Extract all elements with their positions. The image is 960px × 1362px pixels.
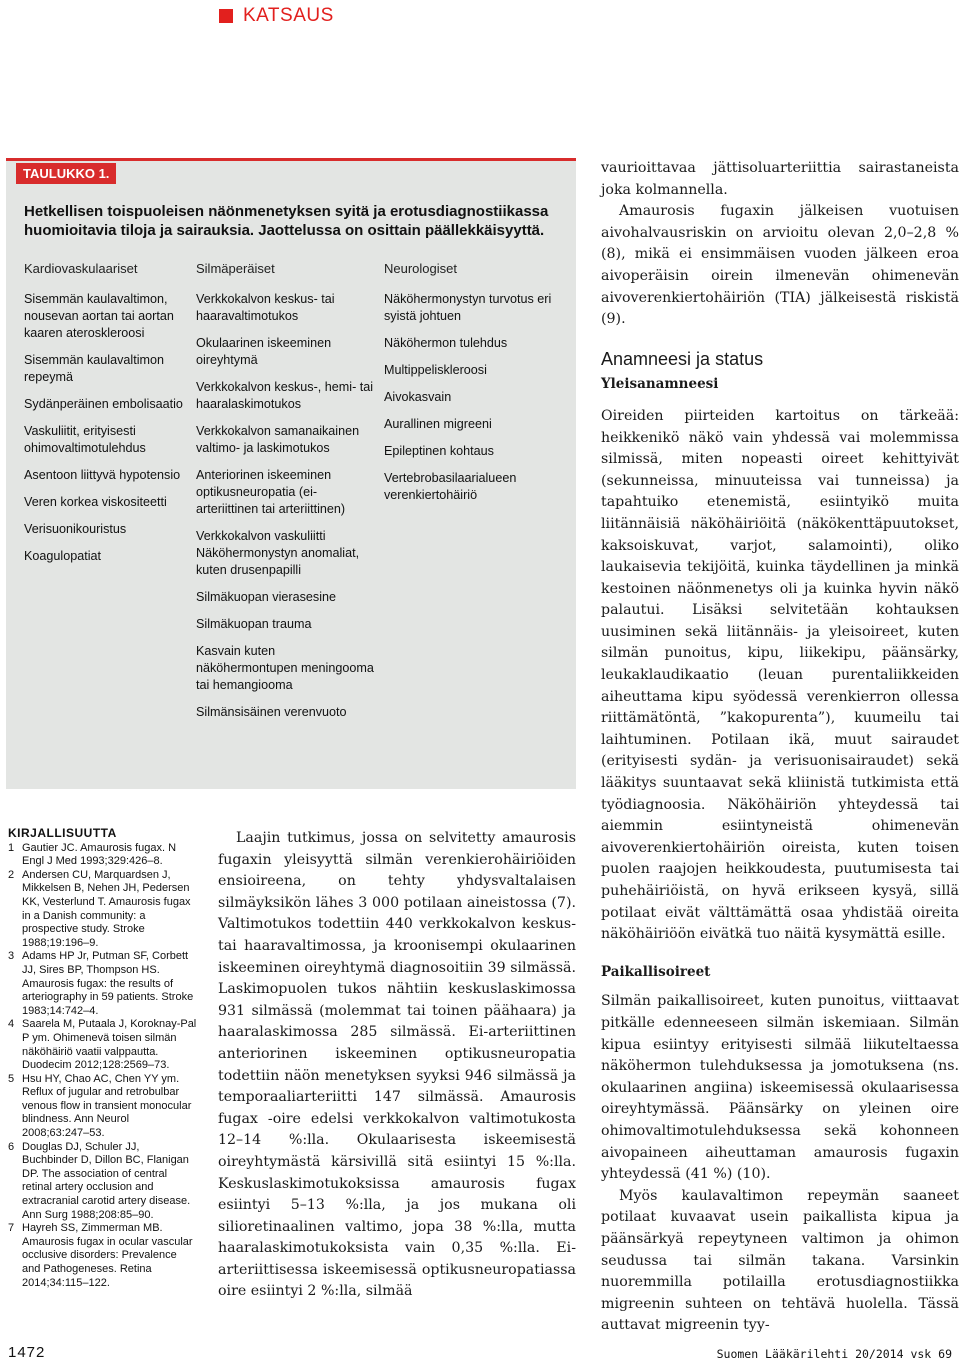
references: [8, 827, 198, 1290]
reference-text: Hsu HY, Chao AC, Chen YY ym. Reflux of jugular and retrobulbar venous flow in transient monocular blindness. Ann Neurol 2008;63:247–53.: [22, 1072, 192, 1140]
list-item: Silmänsisäinen verenvuoto: [196, 705, 347, 719]
body-paragraph: vaurioittavaa jättisoluarteriittia sairastaneista joka kolmannella.: [601, 160, 959, 198]
body-paragraph: Myös kaulavaltimon repeymän saaneet potilaat kuvaavat usein paikallista kipua ja päänsärkyä repeytyneen valtimon ja ohimon seudussa tai silmän takana. Varsinkin nuoremmilla potilailla erotusdiagnostiikka migreenin suhteen on tehtävä huolella. Tässä auttavat migreenin tyy-: [601, 1187, 959, 1334]
reference-number: 1: [8, 841, 15, 854]
reference-text: Adams HP Jr, Putman SF, Corbett JJ, Sires BP, Thompson HS. Amaurosis fugax: the results of arteriography in 59 patients. Stroke 1983;14:742–4.: [22, 950, 194, 1017]
subheading-general-anamnesis: Yleisanamneesi: [601, 376, 719, 393]
subheading-local-symptoms: Paikallisoireet: [601, 963, 711, 980]
list-item: Anteriorinen iskeeminen optikusneuropatia (ei-arteriittinen tai arteriittinen): [196, 468, 346, 516]
middle-column: [218, 828, 576, 1303]
reference-number: 3: [8, 950, 15, 963]
right-column: [601, 158, 959, 1337]
list-item: Epileptinen kohtaus: [384, 444, 494, 458]
list-item: Verkkokalvon keskus-, hemi- tai haaralaskimotukos: [196, 380, 374, 411]
reference-text: Andersen CU, Marquardsen J, Mikkelsen B, Nehen JH, Pedersen KK, Vesterlund T. Amaurosis fugax in a Danish community: a prospective study. Stroke 1988;19:196–9.: [22, 868, 191, 949]
reference-number: 2: [8, 868, 15, 881]
body-paragraph: Silmän paikallisoireet, kuten punoitus, viittaavat pitkälle edenneeseen silmän iskemiaan. Silmän kipua esiintyy erityisesti silmää liikuteltaessa näköhermon tulehduksessa ja jomotuksena (ns. okulaarinen angiina) iskeemisessä okulaarisessa oireyhtymässä. Päänsärky on yleinen oire ohimovaltimotulehduksessa sekä kohonneen aivopaineen aiheuttaman amaurosis fugaxin yhteydessä (41 %) (10).: [601, 993, 959, 1183]
body-paragraph: Laajin tutkimus, jossa on selvitetty amaurosis fugaxin yleisyyttä silmän verenkierohäiriöiden ensioireena, on tehty yhdysvaltalaisen silmäyksikön lähes 3 000 potilaan aineistossa (7). Valtimotukos todettiin 440 verkkokalvon keskus- tai haaravaltimossa, ja kroonisempi okulaarinen iskeeminen oireyhtymä diagnosoitiin 39 silmässä. Laskimopuolen tukos nähtiin keskuslaskimossa 931 silmässä (molemmat tai toinen päähaara) ja haaralaskimossa 285 silmässä. Ei-arteriittinen anteriorinen iskeeminen optikusneuropatia todettiin näön menetyksen syyksi 946 silmässä ja temporaaliarteriitti 147 silmässä. Amaurosis fugax -oire edelsi verkkokalvon valtimotukosta 12–14 %:lla. Okulaarisesta iskeemisestä oireyhtymästä kärsivillä sitä esiintyi 15 %:lla. Keskuslaskimotukoksissa amaurosis fugax esiintyi 5–13 %:lla, ja jos mukana oli silioretinaalinen valtimo, jopa 38 %:lla, mutta haaralaskimotukoksista vain 0,35 %:lla. Ei-arteriittisessa iskeemisessä optikusneuropatiassa oire esiintyi 2 %:lla, silmää: [218, 830, 576, 1300]
section-marker: [219, 9, 233, 23]
list-item: Verisuonikouristus: [24, 522, 127, 536]
list-item: Okulaarinen iskeeminen oireyhtymä: [196, 336, 332, 367]
list-item: Verkkokalvon keskus- tai haaravaltimotukos: [196, 292, 335, 323]
column-ocular: [196, 291, 376, 731]
list-item: Sisemmän kaulavaltimon repeymä: [24, 353, 164, 384]
section-label: KATSAUS: [243, 5, 334, 26]
reference-text: Douglas DJ, Schuler JJ, Buchbinder D, Dillon BC, Flanigan DP. The association of central retinal artery occlusion and extracranial carotid artery disease. Ann Surg 1988;208:85–90.: [22, 1140, 191, 1221]
reference-item: [8, 869, 198, 951]
body-paragraph: Oireiden piirteiden kartoitus on tärkeää: heikkenikö näkö vain yhdessä vai molemmissa silmissä, miten nopeasti oireet kehittyivät (sekunneissa, minuuteissa vai tunneissa) ja tapahtuiko etenemistä, esiintyikö muita liitännäisiä näköhäiriöitä (näkökenttäpuutokset, kaksoiskuvat, varjot, salamointi), oliko laukaisevia tekijöitä, kuinka täydellinen ja minkä kestoinen näönmenetys oli ja kuinka hyvin näkö palautui. Lisäksi selvitetään kohtauksen uusiminen sekä liitännäis- ja yleisoireet, kuten silmän punoitus, kipu, liikekipu, päänsärky, leukaklaudikaatio (leuan purentaliikkeiden aiheuttama kipu syödessä verenkierron ollessa riittämätöntä, ”kakopurenta”), kuumeilu tai laihtuminen. Potilaan ikä, muut sairaudet (erityisesti sydän- ja verisuonisairaudet) sekä lääkitys suuntaavat sekä kliinistä tutkimista että työdiagnoosia. Näköhäiriön yhteydessä tai aiemmin esiintyneistä ohimenevän aivoverenkiertohäiriön oireista, kuten toisen puolen raajojen heikkoudesta, puutumisesta tai puhehäiriöistä, on hyvä erikseen kysyä, sillä potilaat eivät välttämättä osaa yhdistää oireita näköhäiriöön eivätkä tuo näitä kysymättä esille.: [601, 407, 959, 943]
list-item: Kasvain kuten näköhermontupen meningooma tai hemangiooma: [196, 644, 374, 692]
list-item: Näköhermonystyn turvotus eri syistä johtuen: [384, 292, 552, 323]
list-item: Multippeliskleroosi: [384, 363, 487, 377]
reference-number: 7: [8, 1222, 15, 1235]
list-item: Asentoon liittyvä hypotensio: [24, 468, 181, 482]
list-item: Veren korkea viskositeetti: [24, 495, 167, 509]
list-item: Aivokasvain: [384, 390, 452, 404]
table-tag: TAULUKKO 1.: [16, 163, 116, 184]
page-number: 1472: [8, 1344, 46, 1361]
reference-number: 4: [8, 1018, 15, 1031]
list-item: Sisemmän kaulavaltimon, nousevan aortan tai aortan kaaren ateroskleroosi: [24, 292, 174, 340]
list-item: Verkkokalvon samanaikainen valtimo- ja laskimotukos: [196, 424, 360, 455]
reference-item: [8, 842, 198, 869]
list-item: Vertebrobasilaarialueen verenkiertohäiriö: [384, 471, 517, 502]
reference-number: 5: [8, 1072, 15, 1085]
column-neurological: [384, 291, 564, 514]
table-1-box: [6, 158, 576, 789]
list-item: Vaskuliitit, erityisesti ohimovaltimotulehdus: [24, 424, 146, 455]
reference-text: Saarela M, Putaala J, Koroknay-Pal P ym. Ohimenevä toisen silmän näköhäiriö vaatii valppautta. Duodecim 2012;128:2569–73.: [22, 1018, 197, 1072]
list-item: Verkkokalvon vaskuliitti Näköhermonystyn anomaliat, kuten drusenpapilli: [196, 529, 360, 577]
journal-footer: Suomen Lääkärilehti 20/2014 vsk 69: [716, 1347, 952, 1361]
reference-item: [8, 1141, 198, 1223]
reference-number: 6: [8, 1140, 15, 1153]
reference-item: [8, 1018, 198, 1072]
section-heading-anamnesis: Anamneesi ja status: [601, 348, 764, 369]
column-header-ocular: Silmäperäiset: [196, 261, 275, 276]
list-item: Silmäkuopan trauma: [196, 617, 312, 631]
list-item: Näköhermon tulehdus: [384, 336, 508, 350]
column-header-cardiovascular: Kardiovaskulaariset: [24, 261, 138, 276]
column-header-neurological: Neurologiset: [384, 261, 457, 276]
reference-item: [8, 1073, 198, 1141]
column-cardiovascular: [24, 291, 189, 575]
list-item: Koagulopatiat: [24, 549, 102, 563]
table-title: Hetkellisen toispuoleisen näönmenetyksen syitä ja erotusdiagnostiikassa huomioitavia tiloja ja sairauksia. Jaottelussa on osittain päällekkäisyyttä.: [24, 203, 549, 239]
list-item: Sydänperäinen embolisaatio: [24, 397, 183, 411]
body-paragraph: Amaurosis fugaxin jälkeisen vuotuisen aivohalvausriskin on arvioitu olevan 2,0–2,8 % (8), mikä ei ensimmäisen vuoden jälkeen eroa aivoperäisin oirein ilmenevän ohimenevän aivoverenkiertohäiriön (TIA) jälkeisestä riskistä (9).: [601, 203, 959, 328]
references-heading: KIRJALLISUUTTA: [8, 826, 117, 840]
reference-text: Gautier JC. Amaurosis fugax. N Engl J Med 1993;329:426–8.: [22, 841, 177, 868]
reference-item: [8, 950, 198, 1018]
list-item: Silmäkuopan vierasesine: [196, 590, 337, 604]
reference-item: [8, 1222, 198, 1290]
reference-text: Hayreh SS, Zimmerman MB. Amaurosis fugax in ocular vascular occlusive disorders: Prevalence and Pathogeneses. Retina 2014;34:115–122.: [22, 1222, 193, 1289]
section-header: [219, 2, 334, 30]
list-item: Aurallinen migreeni: [384, 417, 492, 431]
